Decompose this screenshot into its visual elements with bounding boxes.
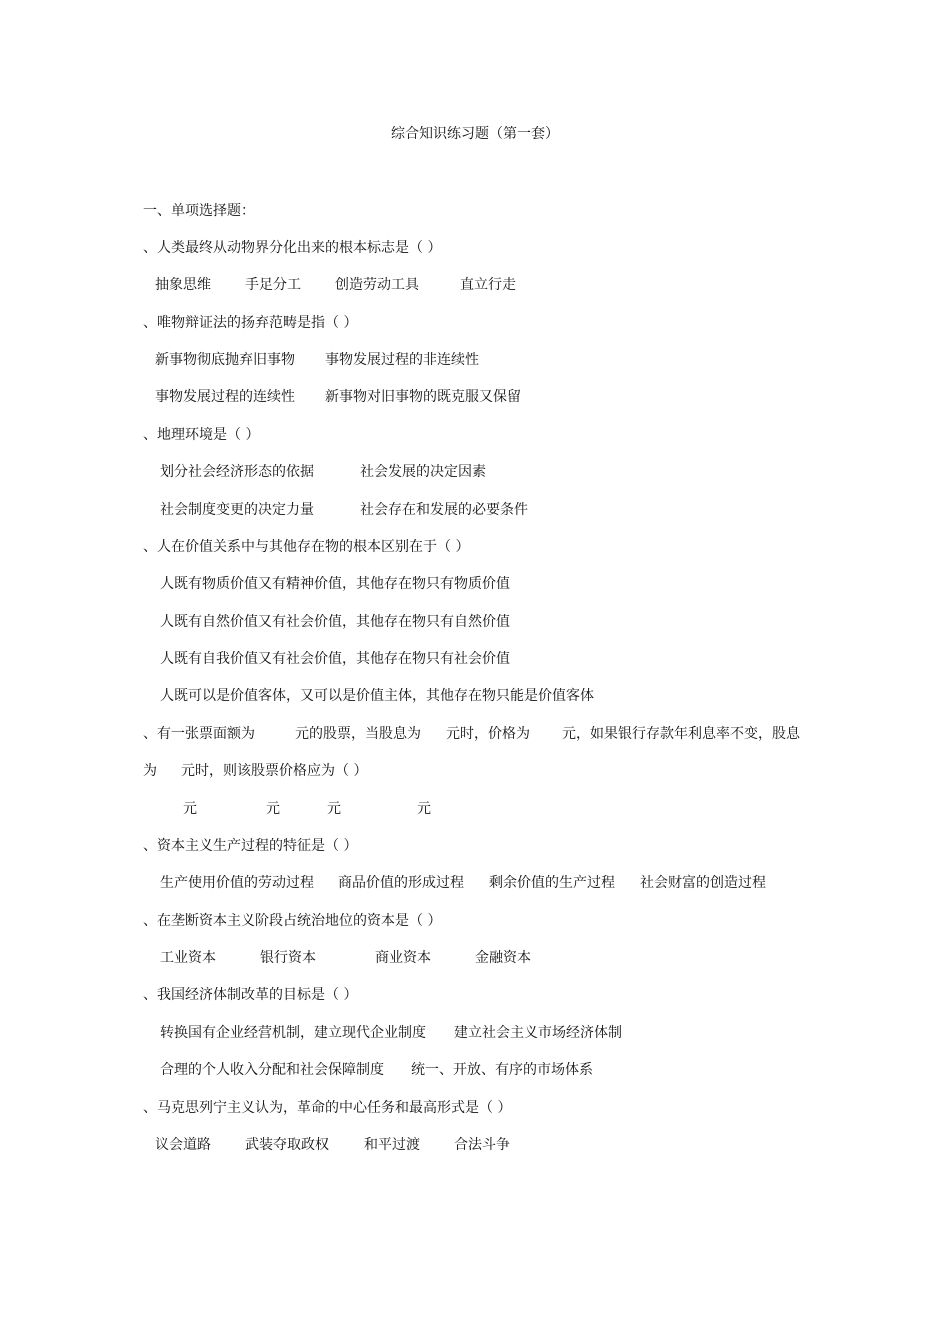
option-b: 社会发展的决定因素 xyxy=(360,464,486,480)
question-8 xyxy=(0,985,358,1005)
question-4-option-b xyxy=(0,612,510,632)
option-b: 商品价值的形成过程 xyxy=(338,875,464,891)
option-a: 议会道路 xyxy=(155,1137,211,1153)
option-c: 创造劳动工具 xyxy=(335,277,419,293)
question-4-option-d xyxy=(0,686,594,706)
question-7-options xyxy=(0,948,531,968)
option-c: 社会制度变更的决定力量 xyxy=(160,502,314,518)
option-c: 和平过渡 xyxy=(364,1137,420,1153)
question-stem-part: 元时，则该股票价格应为（ ） xyxy=(181,763,368,779)
option-c: 合理的个人收入分配和社会保障制度 xyxy=(160,1062,384,1078)
question-2 xyxy=(0,313,358,333)
question-6-options xyxy=(0,873,766,893)
question-stem-part: 元时，价格为 xyxy=(446,726,530,742)
option-a: 抽象思维 xyxy=(155,277,211,293)
question-9-options xyxy=(0,1135,510,1155)
question-stem-part: 为 xyxy=(143,763,157,779)
option-b: 银行资本 xyxy=(260,950,316,966)
question-5-options xyxy=(0,799,431,819)
option-d: 社会财富的创造过程 xyxy=(640,875,766,891)
question-5 xyxy=(0,724,800,744)
question-stem: 、在垄断资本主义阶段占统治地位的资本是（ ） xyxy=(143,913,442,929)
question-stem-part: 元，如果银行存款年利息率不变，股息 xyxy=(562,726,800,742)
question-3-options-row-1 xyxy=(0,462,486,482)
question-stem: 、马克思列宁主义认为，革命的中心任务和最高形式是（ ） xyxy=(143,1100,512,1116)
option-d: 金融资本 xyxy=(475,950,531,966)
option-a: 转换国有企业经营机制，建立现代企业制度 xyxy=(160,1025,426,1041)
option-d: 统一、开放、有序的市场体系 xyxy=(411,1062,593,1078)
option-b: 人既有自然价值又有社会价值，其他存在物只有自然价值 xyxy=(160,614,510,630)
option-d: 合法斗争 xyxy=(454,1137,510,1153)
question-1-options xyxy=(0,275,516,295)
option-a: 生产使用价值的劳动过程 xyxy=(160,875,314,891)
question-stem: 、人类最终从动物界分化出来的根本标志是（ ） xyxy=(143,240,442,256)
option-d: 社会存在和发展的必要条件 xyxy=(360,502,528,518)
page-title: 综合知识练习题（第一套） xyxy=(391,126,559,142)
option-b: 元 xyxy=(266,801,280,817)
question-3-options-row-2 xyxy=(0,500,528,520)
option-a: 人既有物质价值又有精神价值，其他存在物只有物质价值 xyxy=(160,576,510,592)
question-8-options-row-2 xyxy=(0,1060,593,1080)
question-stem: 、资本主义生产过程的特征是（ ） xyxy=(143,838,358,854)
option-d: 新事物对旧事物的既克服又保留 xyxy=(325,389,521,405)
question-stem-part: 、有一张票面额为 xyxy=(143,726,255,742)
question-5-line-2 xyxy=(0,761,368,781)
section-heading: 一、单项选择题： xyxy=(143,203,255,219)
question-3 xyxy=(0,425,260,445)
question-4-option-a xyxy=(0,574,510,594)
question-7 xyxy=(0,911,442,931)
question-2-options-row-2 xyxy=(0,387,521,407)
option-d: 元 xyxy=(417,801,431,817)
question-4-option-c xyxy=(0,649,510,669)
question-stem-part: 元的股票，当股息为 xyxy=(295,726,421,742)
option-b: 建立社会主义市场经济体制 xyxy=(454,1025,622,1041)
option-a: 新事物彻底抛弃旧事物 xyxy=(155,352,295,368)
question-9 xyxy=(0,1098,512,1118)
option-c: 商业资本 xyxy=(375,950,431,966)
option-c: 剩余价值的生产过程 xyxy=(489,875,615,891)
option-a: 划分社会经济形态的依据 xyxy=(160,464,314,480)
option-b: 手足分工 xyxy=(245,277,301,293)
option-a: 元 xyxy=(183,801,197,817)
option-d: 人既可以是价值客体，又可以是价值主体，其他存在物只能是价值客体 xyxy=(160,688,594,704)
option-d: 直立行走 xyxy=(460,277,516,293)
question-6 xyxy=(0,836,358,856)
question-stem: 、地理环境是（ ） xyxy=(143,427,260,443)
option-c: 人既有自我价值又有社会价值，其他存在物只有社会价值 xyxy=(160,651,510,667)
option-c: 元 xyxy=(327,801,341,817)
question-2-options-row-1 xyxy=(0,350,479,370)
question-stem: 、我国经济体制改革的目标是（ ） xyxy=(143,987,358,1003)
question-4 xyxy=(0,537,470,557)
option-c: 事物发展过程的连续性 xyxy=(155,389,295,405)
question-8-options-row-1 xyxy=(0,1023,622,1043)
option-b: 武装夺取政权 xyxy=(245,1137,329,1153)
question-1 xyxy=(0,238,442,258)
option-a: 工业资本 xyxy=(160,950,216,966)
option-b: 事物发展过程的非连续性 xyxy=(325,352,479,368)
question-stem: 、唯物辩证法的扬弃范畴是指（ ） xyxy=(143,315,358,331)
question-stem: 、人在价值关系中与其他存在物的根本区别在于（ ） xyxy=(143,539,470,555)
